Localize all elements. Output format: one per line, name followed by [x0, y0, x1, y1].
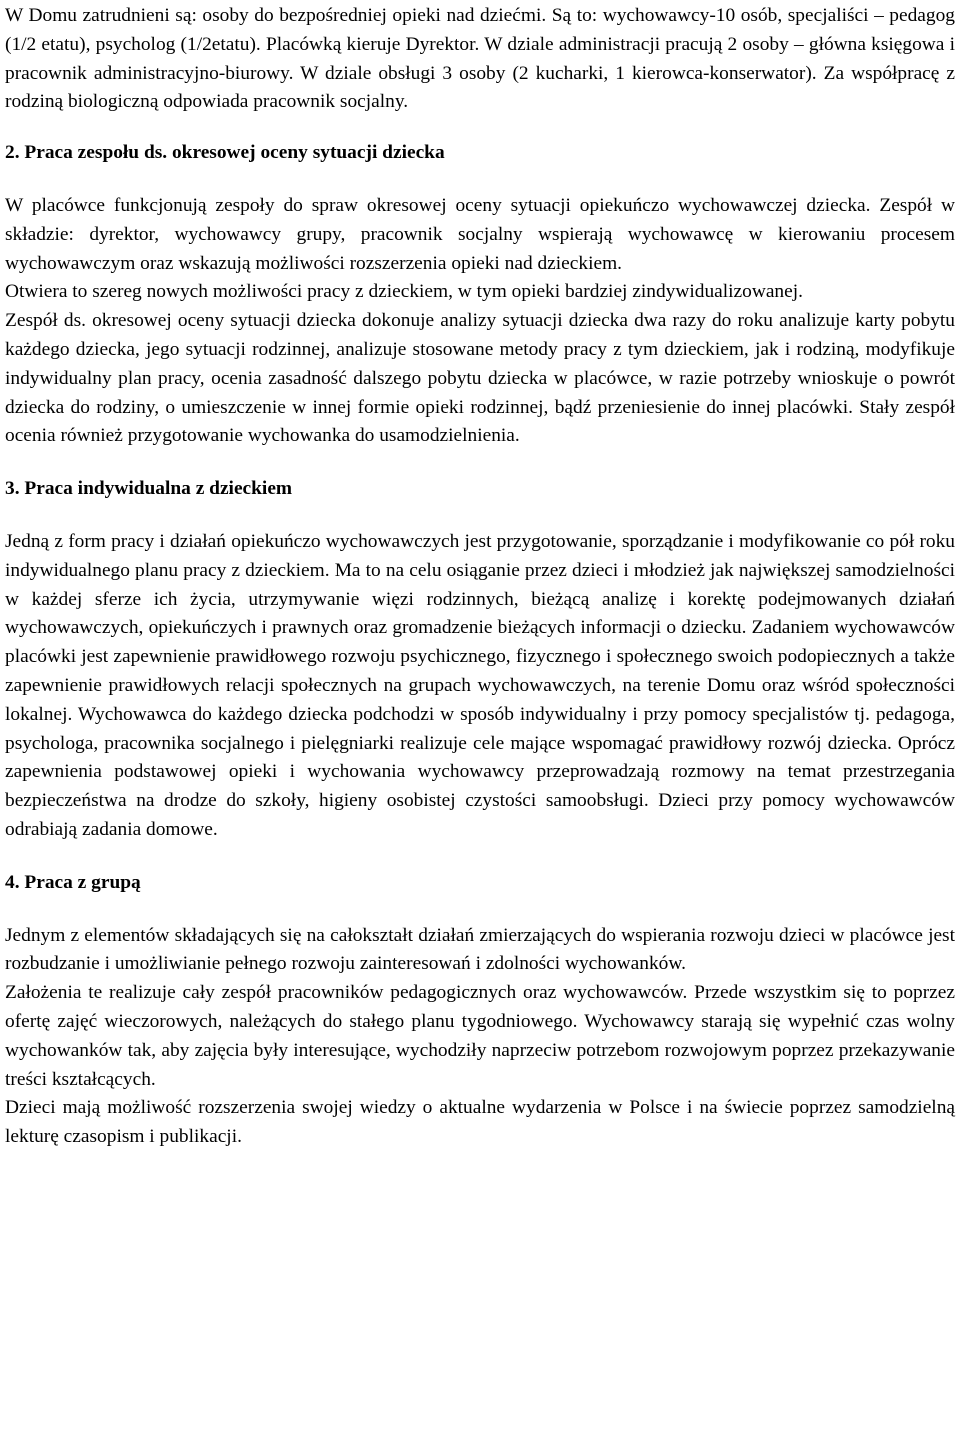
- section-3-heading: 3. Praca indywidualna z dzieckiem: [5, 478, 293, 500]
- section-2-paragraph-1: W placówce funkcjonują zespoły do spraw okresowej oceny sytuacji opiekuńczo wychowawczej dziecka. Zespół w składzie: dyrektor, wychowawcy grupy, pracownik socjalny wspierają wychowawcę w kierowaniu procesem wychowawczym oraz wskazują możliwości rozszerzenia opieki nad dzieckiem.: [5, 194, 955, 274]
- section-2-heading: 2. Praca zespołu ds. okresowej oceny sytuacji dziecka: [5, 142, 445, 164]
- section-4-heading: 4. Praca z grupą: [5, 871, 141, 893]
- section-3-paragraph-1: Jedną z form pracy i działań opiekuńczo wychowawczych jest przygotowanie, sporządzanie i modyfikowanie co pół roku indywidualnego planu pracy z dzieckiem. Ma to na celu osiąganie przez dzieci i młodzież jak największej samodzielności w każdej sferze ich życia, utrzymywanie więzi rodzinnych, bieżącą analizę i korektę podejmowanych działań wychowawczych, opiekuńczych i prawnych oraz gromadzenie bieżących informacji o dziecku. Zadaniem wychowawców placówki jest zapewnienie prawidłowego rozwoju psychicznego, fizycznego i społecznego swoich podopiecznych a także zapewnienie prawidłowych relacji społecznych na grupach wychowawczych, na terenie Domu oraz wśród społeczności lokalnej. Wychowawca do każdego dziecka podchodzi w sposób indywidualny i przy pomocy specjalistów tj. pedagoga, psychologa, pracownika socjalnego i pielęgniarki realizuje cele mające wspomagać prawidłowy rozwój dziecka. Oprócz zapewnienia podstawowej opieki i wychowania wychowawcy przeprowadzają rozmowy na temat przestrzegania bezpieczeństwa na drodze do szkoły, higieny osobistej czystości samoobsługi. Dzieci przy pomocy wychowawców odrabiają zadania domowe.: [5, 530, 955, 840]
- section-4-paragraph-2: Założenia te realizuje cały zespół pracowników pedagogicznych oraz wychowawców. Przede wszystkim się to poprzez ofertę zajęć wieczorowych, należących do stałego planu tygodniowego. Wychowawcy starają się wypełnić czas wolny wychowanków tak, aby zajęcia były interesujące, wychodziły naprzeciw potrzebom rozwojowym poprzez przekazywanie treści kształcących.: [5, 982, 955, 1090]
- section-4-paragraph-3: Dzieci mają możliwość rozszerzenia swojej wiedzy o aktualne wydarzenia w Polsce i na świecie poprzez samodzielną lekturę czasopism i publikacji.: [5, 1097, 955, 1148]
- section-4-paragraph-1: Jednym z elementów składających się na całokształt działań zmierzających do wspierania rozwoju dzieci w placówce jest rozbudzanie i umożliwianie pełnego rozwoju zainteresowań i zdolności wychowanków.: [5, 924, 955, 975]
- intro-paragraph: W Domu zatrudnieni są: osoby do bezpośredniej opieki nad dziećmi. Są to: wychowawcy-10 osób, specjaliści – pedagog (1/2 etatu), psycholog (1/2etatu). Placówką kieruje Dyrektor. W dziale administracji pracują 2 osoby – główna księgowa i pracownik administracyjno-biurowy. W dziale obsługi 3 osoby (2 kucharki, 1 kierowca-konserwator). Za współpracę z rodziną biologiczną odpowiada pracownik socjalny.: [5, 5, 955, 113]
- section-2-paragraph-3: Zespół ds. okresowej oceny sytuacji dziecka dokonuje analizy sytuacji dziecka dwa razy do roku analizuje karty pobytu każdego dziecka, jego sytuacji rodzinnej, analizuje stosowane metody pracy z tym dzieckiem, jak i rodziną, modyfikuje indywidualny plan pracy, ocenia zasadność dalszego pobytu dziecka w placówce, w razie potrzeby wnioskuje o powrót dziecka do rodziny, o umieszczenie w innej formie opieki rodzinnej, bądź przeniesienie do innej placówki. Stały zespół ocenia również przygotowanie wychowanka do usamodzielnienia.: [5, 310, 955, 447]
- section-2-paragraph-2: Otwiera to szereg nowych możliwości pracy z dzieckiem, w tym opieki bardziej zindywidualizowanej.: [5, 281, 803, 303]
